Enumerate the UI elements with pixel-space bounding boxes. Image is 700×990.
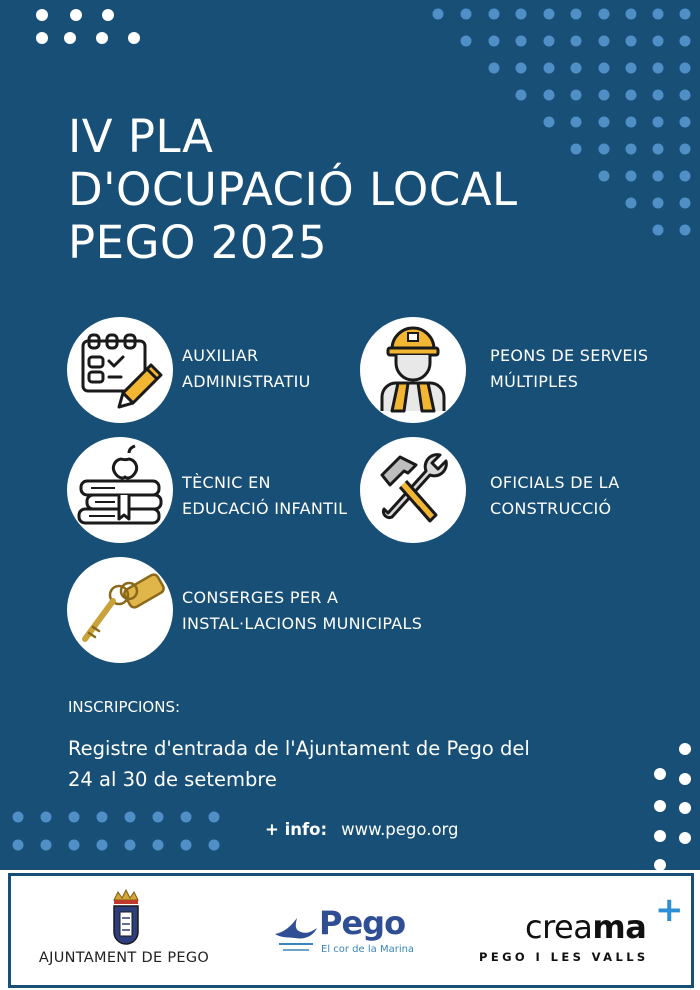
decor-dot [544,117,555,128]
books-apple-icon [67,437,173,543]
decor-dot [516,90,527,101]
info-link[interactable]: www.pego.org [341,820,459,839]
job-label-auxiliar: AUXILIAR ADMINISTRATIU [182,346,311,391]
title-line-3: PEGO 2025 [68,216,328,269]
decor-dot [653,9,664,20]
page-title [68,110,518,269]
decor-dot [516,9,527,20]
decor-dot [181,840,192,851]
decor-dot [653,225,664,236]
decor-dot [69,840,80,851]
decor-dot [626,198,637,209]
decor-dot [13,840,24,851]
decor-dot [125,812,136,823]
inscripcions-label: INSCRIPCIONS: [68,698,181,716]
decor-dot [41,840,52,851]
job-icon-circle-auxiliar [67,317,173,423]
dot-pattern-bottom-left [0,805,240,865]
footer-logos [8,873,694,988]
decor-dot [680,90,691,101]
decor-dot [153,812,164,823]
decor-dot [571,9,582,20]
coat-of-arms-icon [24,888,224,950]
decor-dot [544,90,555,101]
decor-dot [599,144,610,155]
decor-dot [461,36,472,47]
decor-dot [680,144,691,155]
creama-plus-icon: + [655,890,684,930]
decor-dot [125,840,136,851]
dot-pattern-bottom-right [640,735,700,870]
hammer-wrench-icon [360,437,466,543]
decor-dot [544,9,555,20]
job-icon-circle-conserges [67,557,173,663]
job-label-oficials: OFICIALS DE LA CONSTRUCCIÓ [490,473,620,518]
decor-dot [571,36,582,47]
decor-dot [97,812,108,823]
decor-dot [516,63,527,74]
decor-dot [653,144,664,155]
decor-dot [433,9,444,20]
decor-dot [626,36,637,47]
construction-worker-icon [360,317,466,423]
decor-dot [626,171,637,182]
job-icon-circle-oficials [360,437,466,543]
decor-dot [680,9,691,20]
decor-dot [489,9,500,20]
decor-dot [489,63,500,74]
bird-icon [273,910,319,956]
decor-dot [516,36,527,47]
info-line [265,820,459,839]
decor-dot [680,225,691,236]
decor-dot [599,117,610,128]
decor-dot [181,812,192,823]
decor-dot [571,90,582,101]
decor-dot [626,63,637,74]
inscripcions-details: Registre d'entrada de l'Ajuntament de Pego del 24 al 30 de setembre [68,737,530,791]
decor-dot [653,63,664,74]
decor-dot [680,117,691,128]
decor-dot [680,63,691,74]
decor-dot [653,36,664,47]
decor-dot [599,9,610,20]
decor-dot [97,840,108,851]
decor-dot [680,171,691,182]
job-label-peons: PEONS DE SERVEIS MÚLTIPLES [490,346,649,391]
creama-word: creama [525,908,647,946]
decor-dot [489,36,500,47]
key-tag-icon [67,557,173,663]
creama-subtitle: PEGO I LES VALLS [479,950,649,964]
decor-dot [680,198,691,209]
decor-dot [626,90,637,101]
job-icon-circle-peons [360,317,466,423]
dot-pattern-top-left [0,0,160,60]
pego-tagline: El cor de la Marina [321,944,415,955]
job-icon-circle-tecnic [67,437,173,543]
decor-dot [653,171,664,182]
job-label-conserges: CONSERGES PER A INSTAL·LACIONS MUNICIPALS [182,588,423,633]
decor-dot [571,144,582,155]
decor-dot [626,144,637,155]
decor-dot [653,117,664,128]
decor-dot [571,117,582,128]
creama-logo [471,890,684,968]
decor-dot [461,9,472,20]
decor-dot [680,36,691,47]
decor-dot [209,840,220,851]
decor-dot [599,90,610,101]
ajuntament-name: AJUNTAMENT DE PEGO [38,950,210,966]
decor-dot [13,812,24,823]
info-label: + info: [265,820,328,839]
pego-word: Pego [319,904,406,942]
job-label-tecnic: TÈCNIC EN EDUCACIÓ INFANTIL [182,473,348,518]
form-checklist-pencil-icon [67,317,173,423]
pego-logo [273,906,423,966]
decor-dot [599,171,610,182]
decor-dot [41,812,52,823]
decor-dot [653,90,664,101]
decor-dot [153,840,164,851]
decor-dot [544,63,555,74]
decor-dot [571,63,582,74]
decor-dot [209,812,220,823]
decor-dot [69,812,80,823]
decor-dot [599,36,610,47]
decor-dot [544,36,555,47]
ajuntament-logo [24,888,224,978]
decor-dot [653,198,664,209]
title-line-2: D'OCUPACIÓ LOCAL [68,163,518,216]
title-line-1: IV PLA [68,110,214,163]
decor-dot [626,9,637,20]
decor-dot [626,117,637,128]
decor-dot [599,63,610,74]
